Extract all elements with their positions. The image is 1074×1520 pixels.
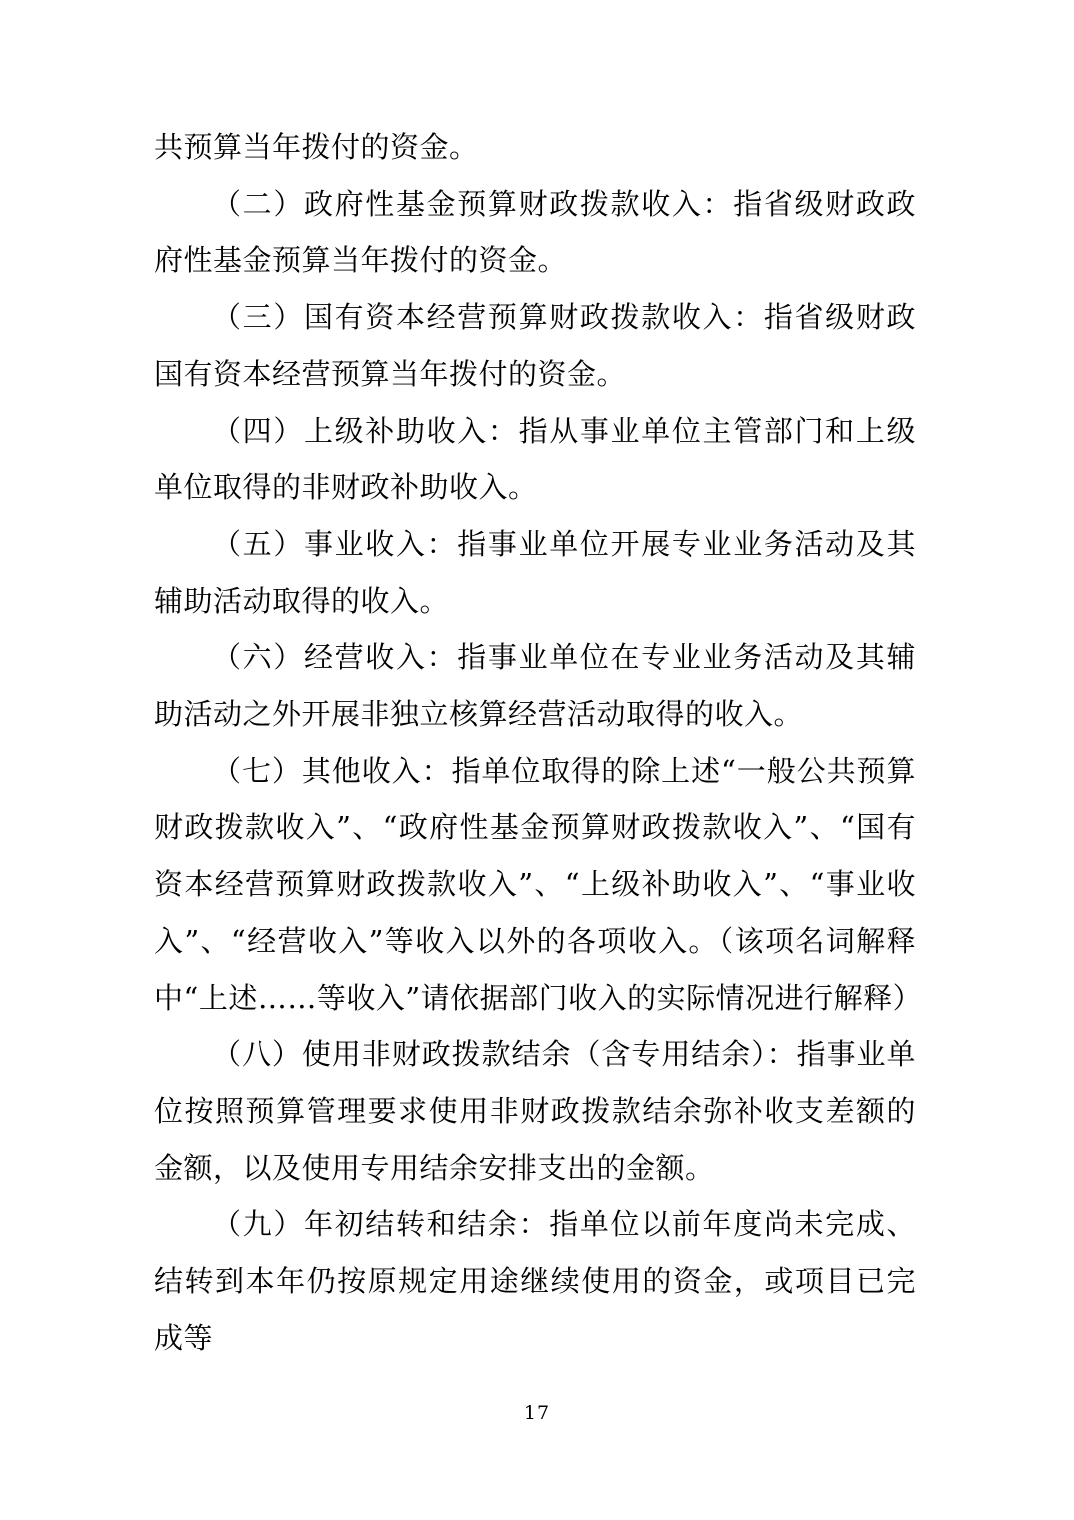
paragraph-item-3-state-capital-operation-budget-appropriation-income: （三）国有资本经营预算财政拨款收入：指省级财政国有资本经营预算当年拨付的资金。 (154, 300, 916, 391)
paragraph-item-8-use-of-non-fiscal-appropriation-surplus: （八）使用非财政拨款结余（含专用结余）：指事业单位按照预算管理要求使用非财政拨款结余弥补收支差额的金额，以及使用专用结余安排支出的金额。 (154, 1037, 916, 1185)
page-number: 17 (523, 1402, 551, 1424)
paragraph-item-5-institutional-income: （五）事业收入：指事业单位开展专业业务活动及其辅助活动取得的收入。 (154, 526, 916, 618)
paragraph-item-6-operating-income: （六）经营收入：指事业单位在专业业务活动及其辅助活动之外开展非独立核算经营活动取得的收入。 (154, 640, 916, 732)
paragraph-item-9-beginning-year-carryover-and-surplus: （九）年初结转和结余：指单位以前年度尚未完成、结转到本年仍按原规定用途继续使用的资金，或项目已完成等 (154, 1207, 916, 1355)
paragraph-item-2-government-fund-budget-appropriation-income: （二）政府性基金预算财政拨款收入：指省级财政政府性基金预算当年拨付的资金。 (154, 186, 916, 278)
paragraph-item-7-other-income: （七）其他收入：指单位取得的除上述“一般公共预算财政拨款收入”、“政府性基金预算财政拨款收入”、“国有资本经营预算财政拨款收入”、“上级补助收入”、“事业收入”、“经营收入”等收入以外的各项收入。（该项名词解释中“上述……等收入”请依据部门收入的实际情况进行解释） (154, 753, 923, 1015)
page-body-text (154, 119, 923, 1366)
paragraph-item-4-superior-subsidy-income: （四）上级补助收入：指从事业单位主管部门和上级单位取得的非财政补助收入。 (154, 413, 916, 505)
paragraph-continuation-public-budget-funds: 共预算当年拨付的资金。 (154, 130, 479, 164)
